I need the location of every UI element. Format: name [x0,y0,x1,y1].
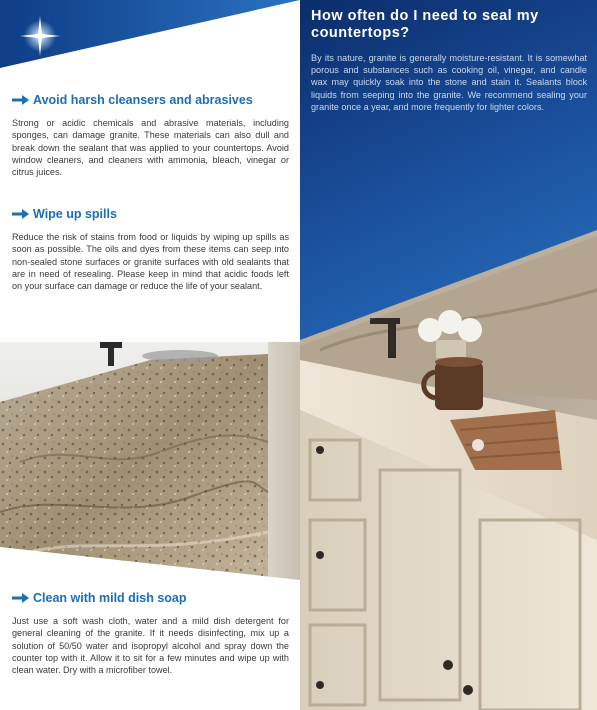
arrow-right-icon [12,95,29,105]
tip-heading [12,591,289,605]
arrow-right-icon [12,593,29,603]
sparkle-icon [18,14,62,58]
granite-countertop-photo [0,342,300,580]
tip-heading [12,93,289,107]
sealing-question-title: How often do I need to seal my countertops? [311,8,539,41]
sealing-answer-text: By its nature, granite is generally moisture-resistant. It is somewhat porous and substances such as cooking oil, vinegar, and candle wax may quickly soak into the stone and stain it. Sealants block liquids from seeping into the granite. We recommend sealing your granite once a year, and more frequently for lighter colors. [311,53,587,112]
tip-avoid-harsh-cleansers [12,93,289,178]
tip-body: Strong or acidic chemicals and abrasive materials, including sponges, can damage granite. These materials can also dull and break down the sealant that was applied to your countertops. Avoid window cleaners, and cleaners with ammonia, bleach, vinegar or citrus juices. [12,118,289,178]
tip-heading [12,207,289,221]
tip-heading-text: Wipe up spills [33,207,117,221]
tip-clean-mild-dish-soap [12,591,289,676]
tip-body: Just use a soft wash cloth, water and a mild dish detergent for general cleaning of the granite. If it needs disinfecting, mix up a solution of 50/50 water and isopropyl alcohol and spray down the counter top with it. Allow it to sit for a few minutes and wipe up with clean water. Dry with a microfiber towel. [12,616,289,676]
arrow-right-icon [12,209,29,219]
tip-wipe-up-spills [12,207,289,292]
tip-body: Reduce the risk of stains from food or liquids by wiping up spills as soon as possible. The oils and dyes from these items can seep into non-sealed stone surfaces or granite surfaces with old sealants that are in need of resealing. Please keep in mind that acidic foods left on your surface can damage or reduce the life of your sealant. [12,232,289,292]
tip-heading-text: Clean with mild dish soap [33,591,187,605]
tip-heading-text: Avoid harsh cleansers and abrasives [33,93,253,107]
right-column [300,0,597,710]
